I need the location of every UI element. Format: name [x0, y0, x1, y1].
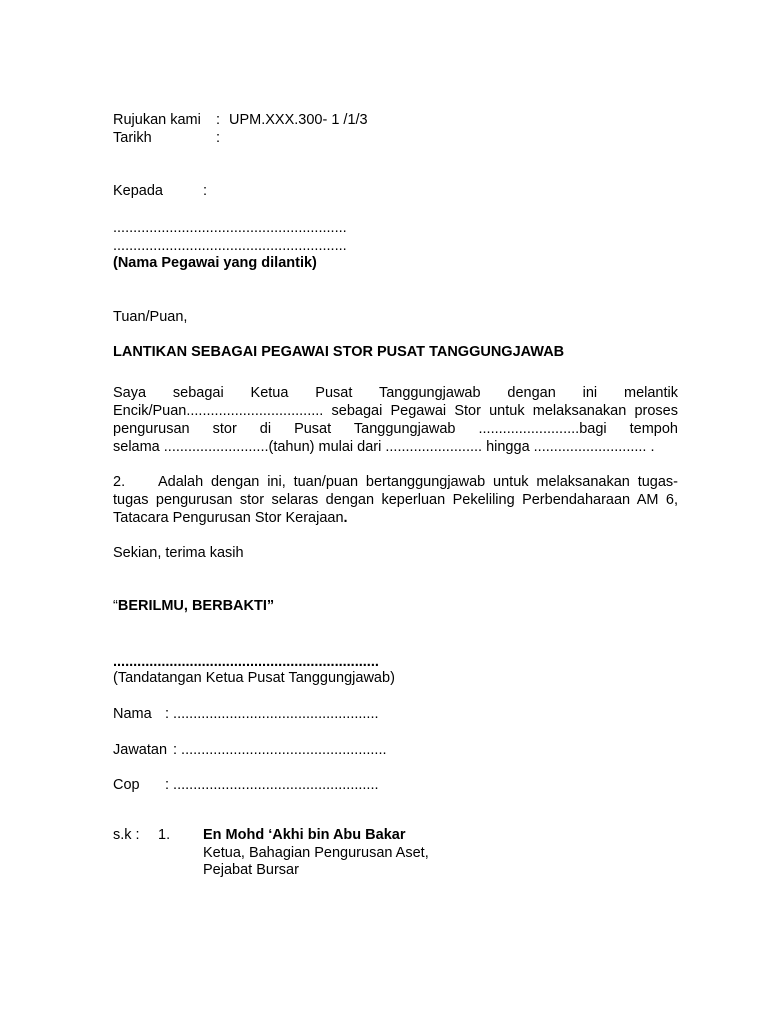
jawatan-label: Jawatan — [113, 742, 168, 758]
motto-open-quote: “ — [113, 598, 118, 614]
recipient-dots-line-2: .......................................................... — [113, 238, 347, 254]
subject-heading: LANTIKAN SEBAGAI PEGAWAI STOR PUSAT TANGGUNGJAWAB — [113, 344, 565, 360]
paragraph-2-number: 2. — [113, 474, 126, 490]
paragraph-2-line-3-period: . — [343, 510, 348, 526]
motto-text: BERILMU, BERBAKTI” — [117, 598, 275, 614]
signature-caption: (Tandatangan Ketua Pusat Tanggungjawab) — [113, 670, 395, 686]
paragraph-1-line-4: selama ..........................(tahun) mulai dari ........................ hingga ............................ . — [113, 439, 655, 455]
tarikh-colon: : — [216, 130, 221, 146]
paragraph-2-line-3 — [113, 510, 348, 528]
cc-number: 1. — [158, 827, 171, 843]
signature-line: .................................................................. — [113, 654, 379, 670]
paragraph-2-line-3-text: Tatacara Pengurusan Stor Kerajaan — [113, 510, 344, 526]
paragraph-1-line-3: pengurusan stor di Pusat Tanggungjawab .........................bagi tempoh — [113, 421, 678, 437]
kepada-label: Kepada — [113, 183, 163, 199]
nama-value: : ................................................... — [165, 706, 379, 722]
jawatan-value: : ................................................... — [173, 742, 387, 758]
recipient-dots-line-1: .......................................................... — [113, 220, 347, 236]
tarikh-label: Tarikh — [113, 130, 152, 146]
nama-label: Nama — [113, 706, 152, 722]
cop-value: : ................................................... — [165, 777, 379, 793]
salutation: Tuan/Puan, — [113, 309, 188, 325]
cop-label: Cop — [113, 777, 140, 793]
rujukan-value: UPM.XXX.300- 1 /1/3 — [229, 112, 368, 128]
cc-label: s.k : — [113, 827, 140, 843]
cc-recipient-title: Ketua, Bahagian Pengurusan Aset, — [203, 845, 429, 861]
recipient-name-note: (Nama Pegawai yang dilantik) — [113, 255, 317, 271]
paragraph-2-line-1: Adalah dengan ini, tuan/puan bertanggungjawab untuk melaksanakan tugas- — [158, 474, 678, 490]
rujukan-label: Rujukan kami — [113, 112, 201, 128]
kepada-colon: : — [203, 183, 208, 199]
closing-text: Sekian, terima kasih — [113, 545, 244, 561]
motto — [113, 598, 274, 616]
paragraph-1-line-2: Encik/Puan.................................. sebagai Pegawai Stor untuk melaksanakan proses — [113, 403, 678, 419]
paragraph-1-line-1: Saya sebagai Ketua Pusat Tanggungjawab dengan ini melantik — [113, 385, 678, 401]
cc-recipient-name: En Mohd ‘Akhi bin Abu Bakar — [203, 827, 406, 843]
cc-recipient-office: Pejabat Bursar — [203, 862, 299, 878]
rujukan-colon: : — [216, 112, 221, 128]
paragraph-2-line-2: tugas pengurusan stor selaras dengan keperluan Pekeliling Perbendaharaan AM 6, — [113, 492, 678, 508]
